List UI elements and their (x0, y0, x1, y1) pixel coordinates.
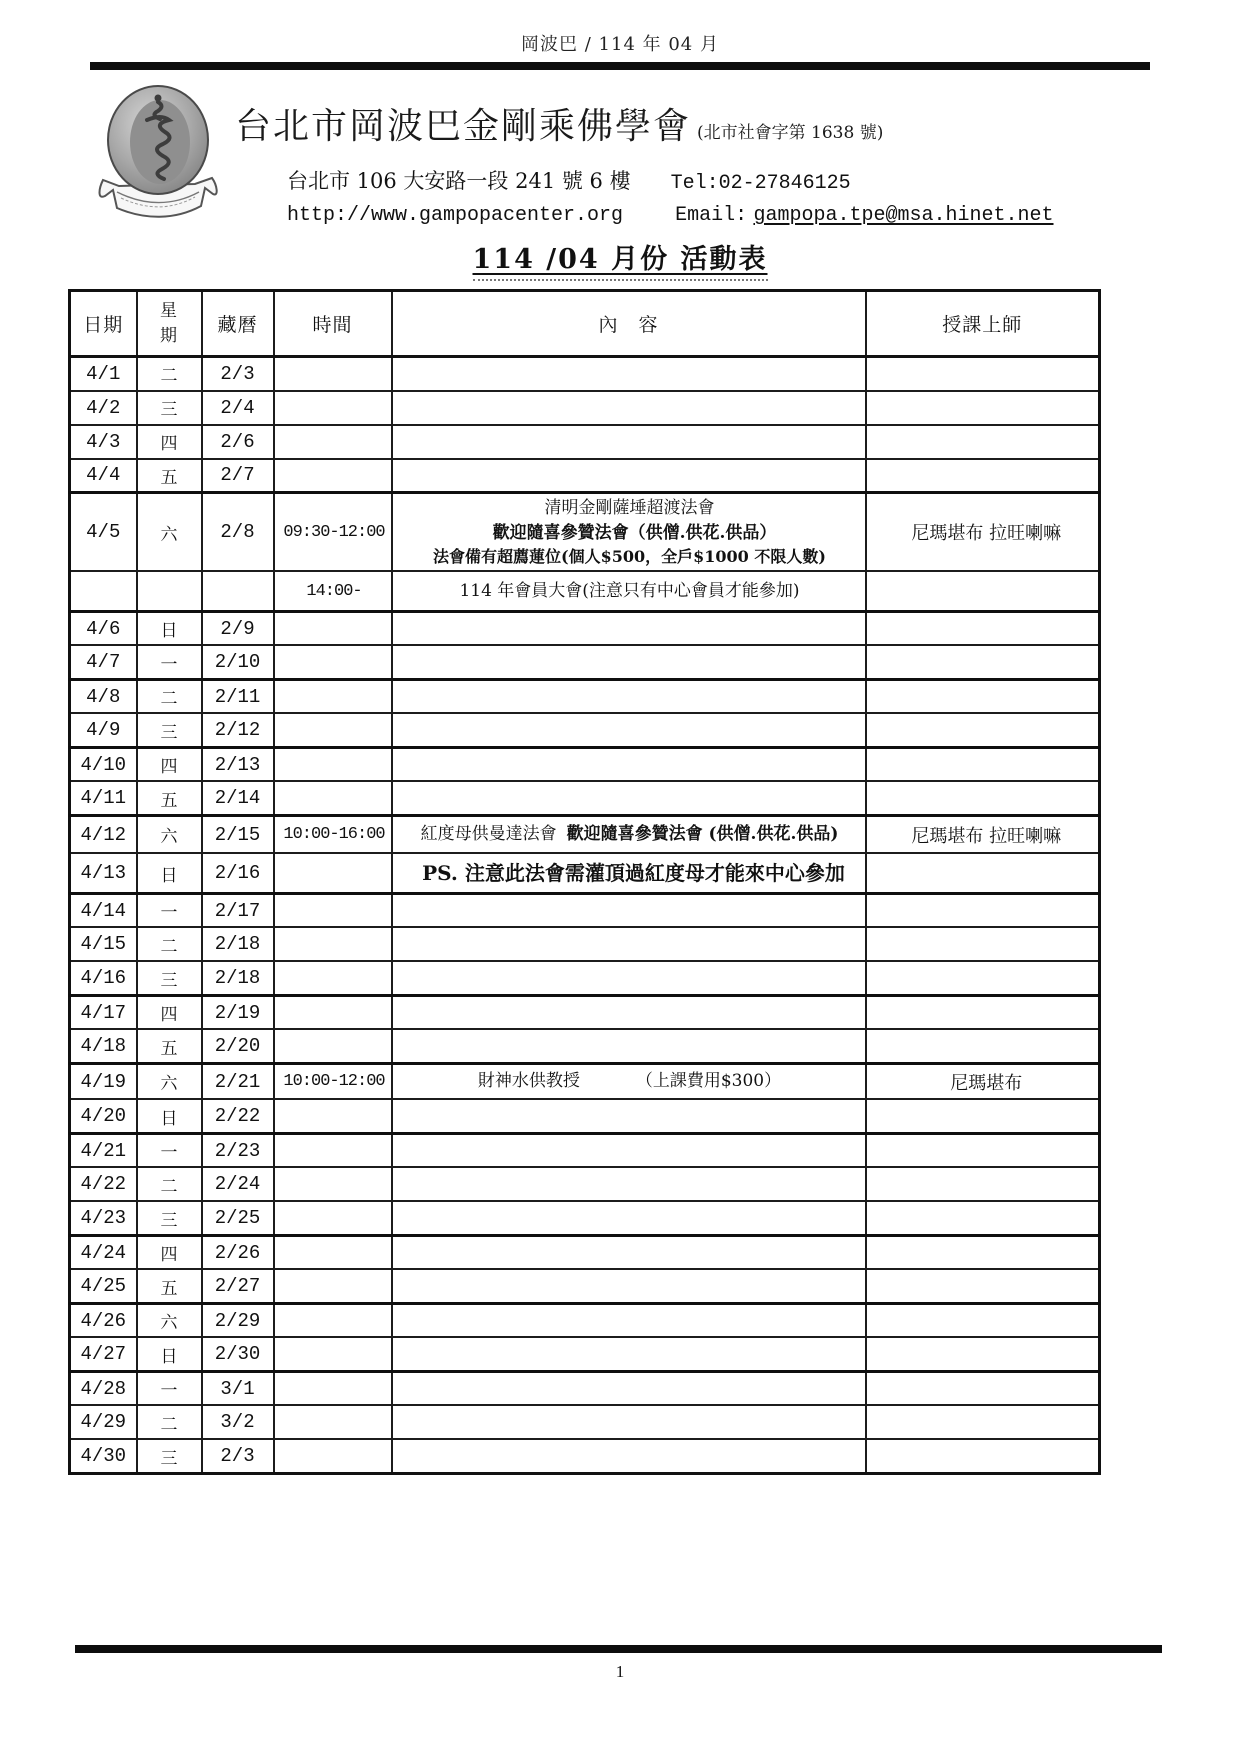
cell-tibetan: 2/3 (202, 1439, 274, 1473)
cell-tibetan: 2/24 (202, 1167, 274, 1201)
cell-date: 4/6 (70, 611, 137, 645)
cell-tibetan: 2/26 (202, 1235, 274, 1269)
cell-content (392, 1029, 866, 1063)
cell-tibetan: 2/8 (202, 493, 274, 572)
schedule-title (0, 237, 1240, 281)
cell-time: 10:00-16:00 (274, 815, 392, 853)
cell-time (274, 1303, 392, 1337)
cell-content (392, 1405, 866, 1439)
cell-teacher (866, 713, 1100, 747)
org-registration: (北市社會字第 1638 號) (697, 123, 884, 143)
cell-tibetan: 2/25 (202, 1201, 274, 1235)
cell-time (274, 611, 392, 645)
cell-date: 4/1 (70, 357, 137, 391)
cell-content (392, 459, 866, 493)
cell-teacher: 尼瑪堪布 (866, 1063, 1100, 1099)
cell-weekday: 六 (137, 1063, 202, 1099)
cell-weekday: 六 (137, 1303, 202, 1337)
cell-content (392, 995, 866, 1029)
cell-content (392, 1269, 866, 1303)
cell-tibetan: 2/29 (202, 1303, 274, 1337)
content-line2: 法會備有超薦蓮位(個人$500，全戶$1000 不限人數) (433, 547, 826, 567)
cell-teacher (866, 1269, 1100, 1303)
schedule-row (70, 815, 1100, 853)
cell-tibetan: 2/21 (202, 1063, 274, 1099)
cell-date: 4/23 (70, 1201, 137, 1235)
cell-weekday: 六 (137, 493, 202, 572)
cell-teacher (866, 611, 1100, 645)
cell-weekday: 三 (137, 713, 202, 747)
cell-weekday: 一 (137, 893, 202, 927)
cell-time: 10:00-12:00 (274, 1063, 392, 1099)
cell-date: 4/15 (70, 927, 137, 961)
cell-tibetan: 2/13 (202, 747, 274, 781)
cell-time (274, 893, 392, 927)
cell-weekday: 四 (137, 1235, 202, 1269)
cell-tibetan: 2/10 (202, 645, 274, 679)
cell-tibetan: 2/14 (202, 781, 274, 815)
schedule-row (70, 1303, 1100, 1337)
schedule-row (70, 1371, 1100, 1405)
cell-weekday: 三 (137, 961, 202, 995)
cell-weekday: 五 (137, 781, 202, 815)
cell-time (274, 459, 392, 493)
schedule-row (70, 1063, 1100, 1099)
cell-teacher (866, 1371, 1100, 1405)
cell-date: 4/19 (70, 1063, 137, 1099)
cell-content (392, 645, 866, 679)
cell-tibetan: 2/11 (202, 679, 274, 713)
cell-date: 4/17 (70, 995, 137, 1029)
footer-rule (75, 1645, 1162, 1653)
cell-time (274, 357, 392, 391)
header-date: 日期 (70, 291, 137, 357)
cell-weekday: 一 (137, 1133, 202, 1167)
content-regular: 114 年會員大會(注意只有中心會員才能參加) (459, 580, 800, 601)
cell-date: 4/21 (70, 1133, 137, 1167)
cell-teacher (866, 357, 1100, 391)
cell-date: 4/3 (70, 425, 137, 459)
org-address: 台北市 106 大安路一段 241 號 6 樓 (287, 169, 631, 193)
schedule-row (70, 1235, 1100, 1269)
header-teacher: 授課上師 (866, 291, 1100, 357)
schedule-row (70, 1029, 1100, 1063)
cell-teacher (866, 1235, 1100, 1269)
cell-tibetan: 2/15 (202, 815, 274, 853)
cell-tibetan: 2/19 (202, 995, 274, 1029)
cell-teacher (866, 1337, 1100, 1371)
schedule-row (70, 679, 1100, 713)
schedule-header-row (70, 291, 1100, 357)
cell-tibetan: 2/18 (202, 927, 274, 961)
cell-time: 09:30-12:00 (274, 493, 392, 572)
cell-tibetan: 2/7 (202, 459, 274, 493)
cell-time (274, 927, 392, 961)
cell-weekday: 三 (137, 391, 202, 425)
schedule-row (70, 611, 1100, 645)
schedule-row (70, 781, 1100, 815)
cell-tibetan: 3/1 (202, 1371, 274, 1405)
cell-content (392, 1439, 866, 1473)
cell-time (274, 1405, 392, 1439)
cell-content (392, 1337, 866, 1371)
schedule-row (70, 1167, 1100, 1201)
org-email-link[interactable]: gampopa.tpe@msa.hinet.net (753, 204, 1054, 227)
cell-date: 4/29 (70, 1405, 137, 1439)
cell-tibetan: 2/6 (202, 425, 274, 459)
cell-content (392, 1371, 866, 1405)
cell-content (392, 493, 866, 572)
cell-content (392, 893, 866, 927)
schedule-row (70, 645, 1100, 679)
header-weekday-text: 星期 (159, 300, 178, 346)
cell-tibetan: 2/3 (202, 357, 274, 391)
cell-weekday: 日 (137, 611, 202, 645)
cell-tibetan: 2/16 (202, 853, 274, 893)
cell-date: 4/26 (70, 1303, 137, 1337)
cell-weekday: 二 (137, 357, 202, 391)
cell-content (392, 713, 866, 747)
cell-date: 4/9 (70, 713, 137, 747)
cell-tibetan: 2/12 (202, 713, 274, 747)
cell-tibetan: 2/30 (202, 1337, 274, 1371)
cell-weekday: 四 (137, 425, 202, 459)
schedule-row (70, 1133, 1100, 1167)
header-tibetan: 藏曆 (202, 291, 274, 357)
cell-weekday: 二 (137, 927, 202, 961)
schedule-row (70, 1439, 1100, 1473)
org-tel: Tel:02-27846125 (670, 172, 851, 195)
cell-time (274, 747, 392, 781)
cell-teacher (866, 927, 1100, 961)
cell-teacher (866, 747, 1100, 781)
cell-date: 4/25 (70, 1269, 137, 1303)
cell-content (392, 747, 866, 781)
cell-content (392, 1133, 866, 1167)
cell-teacher: 尼瑪堪布 拉旺喇嘛 (866, 815, 1100, 853)
cell-time (274, 1337, 392, 1371)
cell-tibetan: 2/23 (202, 1133, 274, 1167)
running-header: 岡波巴 / 114 年 04 月 (521, 34, 719, 55)
schedule-row (70, 1337, 1100, 1371)
cell-weekday (137, 571, 202, 611)
cell-time (274, 1235, 392, 1269)
header-time: 時間 (274, 291, 392, 357)
schedule-row (70, 853, 1100, 893)
header-rule (90, 62, 1150, 70)
cell-teacher (866, 1201, 1100, 1235)
cell-weekday: 日 (137, 853, 202, 893)
cell-teacher (866, 391, 1100, 425)
cell-weekday: 五 (137, 459, 202, 493)
cell-teacher (866, 1167, 1100, 1201)
cell-weekday: 四 (137, 995, 202, 1029)
cell-time (274, 961, 392, 995)
cell-content (392, 853, 866, 893)
content-ps: PS. 注意此法會需灌頂過紅度母才能來中心參加 (422, 860, 845, 885)
cell-date: 4/28 (70, 1371, 137, 1405)
cell-tibetan: 2/20 (202, 1029, 274, 1063)
cell-content (392, 1235, 866, 1269)
cell-teacher (866, 853, 1100, 893)
cell-date: 4/10 (70, 747, 137, 781)
cell-tibetan: 2/9 (202, 611, 274, 645)
cell-date: 4/24 (70, 1235, 137, 1269)
header-content: 內 容 (392, 291, 866, 357)
cell-time (274, 645, 392, 679)
cell-date: 4/11 (70, 781, 137, 815)
cell-date: 4/8 (70, 679, 137, 713)
cell-teacher (866, 995, 1100, 1029)
cell-weekday: 三 (137, 1201, 202, 1235)
org-seal-logo-icon (95, 84, 221, 220)
cell-weekday: 五 (137, 1029, 202, 1063)
cell-content (392, 1303, 866, 1337)
cell-teacher (866, 645, 1100, 679)
content-bold: 歡迎隨喜參贊法會（供僧.供花.供品） (492, 522, 777, 543)
cell-content (392, 425, 866, 459)
cell-date: 4/2 (70, 391, 137, 425)
cell-content (392, 391, 866, 425)
cell-date: 4/16 (70, 961, 137, 995)
cell-time (274, 425, 392, 459)
cell-tibetan: 2/17 (202, 893, 274, 927)
cell-time (274, 713, 392, 747)
cell-content (392, 679, 866, 713)
cell-content (392, 927, 866, 961)
org-header (95, 84, 1240, 227)
org-website: http://www.gampopacenter.org (287, 204, 624, 227)
cell-time (274, 679, 392, 713)
schedule-row (70, 995, 1100, 1029)
schedule-row (70, 1269, 1100, 1303)
cell-date: 4/20 (70, 1099, 137, 1133)
cell-teacher (866, 1099, 1100, 1133)
schedule-row (70, 425, 1100, 459)
cell-date: 4/14 (70, 893, 137, 927)
org-text-block (221, 84, 1054, 227)
cell-teacher (866, 781, 1100, 815)
schedule-row (70, 747, 1100, 781)
cell-weekday: 日 (137, 1099, 202, 1133)
schedule-row (70, 571, 1100, 611)
cell-teacher (866, 459, 1100, 493)
cell-weekday: 三 (137, 1439, 202, 1473)
cell-time: 14:00- (274, 571, 392, 611)
schedule-row (70, 927, 1100, 961)
cell-tibetan: 2/4 (202, 391, 274, 425)
header-weekday (137, 291, 202, 357)
cell-content (392, 1099, 866, 1133)
cell-content (392, 961, 866, 995)
schedule-row (70, 961, 1100, 995)
cell-teacher (866, 1303, 1100, 1337)
cell-tibetan: 2/27 (202, 1269, 274, 1303)
cell-tibetan: 2/18 (202, 961, 274, 995)
cell-weekday: 二 (137, 1167, 202, 1201)
cell-date: 4/13 (70, 853, 137, 893)
cell-weekday: 二 (137, 1405, 202, 1439)
schedule-row (70, 493, 1100, 572)
cell-teacher (866, 1405, 1100, 1439)
cell-date: 4/7 (70, 645, 137, 679)
cell-time (274, 391, 392, 425)
cell-date: 4/5 (70, 493, 137, 572)
cell-weekday: 六 (137, 815, 202, 853)
cell-time (274, 1167, 392, 1201)
org-name: 台北市岡波巴金剛乘佛學會 (235, 106, 692, 147)
cell-weekday: 一 (137, 1371, 202, 1405)
cell-teacher (866, 1029, 1100, 1063)
cell-tibetan: 2/22 (202, 1099, 274, 1133)
schedule-row (70, 893, 1100, 927)
content-regular: 財神水供教授 (477, 1071, 580, 1092)
content-regular: 清明金剛薩埵超渡法會 (544, 498, 715, 518)
schedule-table (68, 289, 1101, 1475)
cell-date: 4/18 (70, 1029, 137, 1063)
cell-time (274, 1201, 392, 1235)
org-email-label: Email: (675, 204, 748, 227)
schedule-row (70, 357, 1100, 391)
cell-time (274, 853, 392, 893)
cell-time (274, 1269, 392, 1303)
cell-weekday: 一 (137, 645, 202, 679)
schedule-row (70, 1405, 1100, 1439)
cell-tibetan (202, 571, 274, 611)
cell-content (392, 357, 866, 391)
cell-content (392, 781, 866, 815)
cell-date: 4/4 (70, 459, 137, 493)
cell-teacher (866, 893, 1100, 927)
cell-time (274, 1371, 392, 1405)
cell-weekday: 日 (137, 1337, 202, 1371)
page-number: 1 (615, 1662, 625, 1681)
cell-date: 4/27 (70, 1337, 137, 1371)
cell-content (392, 1201, 866, 1235)
schedule-row (70, 1201, 1100, 1235)
cell-teacher (866, 1133, 1100, 1167)
cell-time (274, 995, 392, 1029)
cell-teacher (866, 961, 1100, 995)
schedule-row (70, 391, 1100, 425)
cell-teacher (866, 1439, 1100, 1473)
cell-content (392, 571, 866, 611)
cell-date: 4/30 (70, 1439, 137, 1473)
cell-teacher (866, 425, 1100, 459)
cell-time (274, 1133, 392, 1167)
schedule-row (70, 459, 1100, 493)
cell-content (392, 1167, 866, 1201)
cell-date: 4/22 (70, 1167, 137, 1201)
cell-time (274, 1099, 392, 1133)
cell-weekday: 四 (137, 747, 202, 781)
schedule-row (70, 1099, 1100, 1133)
cell-time (274, 781, 392, 815)
cell-date: 4/12 (70, 815, 137, 853)
cell-teacher: 尼瑪堪布 拉旺喇嘛 (866, 493, 1100, 572)
cell-time (274, 1439, 392, 1473)
content-suffix: （上課費用$300） (635, 1071, 782, 1092)
cell-teacher (866, 679, 1100, 713)
schedule-row (70, 713, 1100, 747)
content-bold: 歡迎隨喜參贊法會 (供僧.供花.供品) (566, 824, 839, 845)
schedule-title-text: 114 /04 月份 活動表 (473, 237, 768, 281)
cell-date (70, 571, 137, 611)
cell-weekday: 二 (137, 679, 202, 713)
cell-time (274, 1029, 392, 1063)
content-regular: 紅度母供曼達法會 (420, 824, 557, 845)
cell-content (392, 1063, 866, 1099)
cell-content (392, 611, 866, 645)
cell-tibetan: 3/2 (202, 1405, 274, 1439)
cell-weekday: 五 (137, 1269, 202, 1303)
cell-teacher (866, 571, 1100, 611)
cell-content (392, 815, 866, 853)
